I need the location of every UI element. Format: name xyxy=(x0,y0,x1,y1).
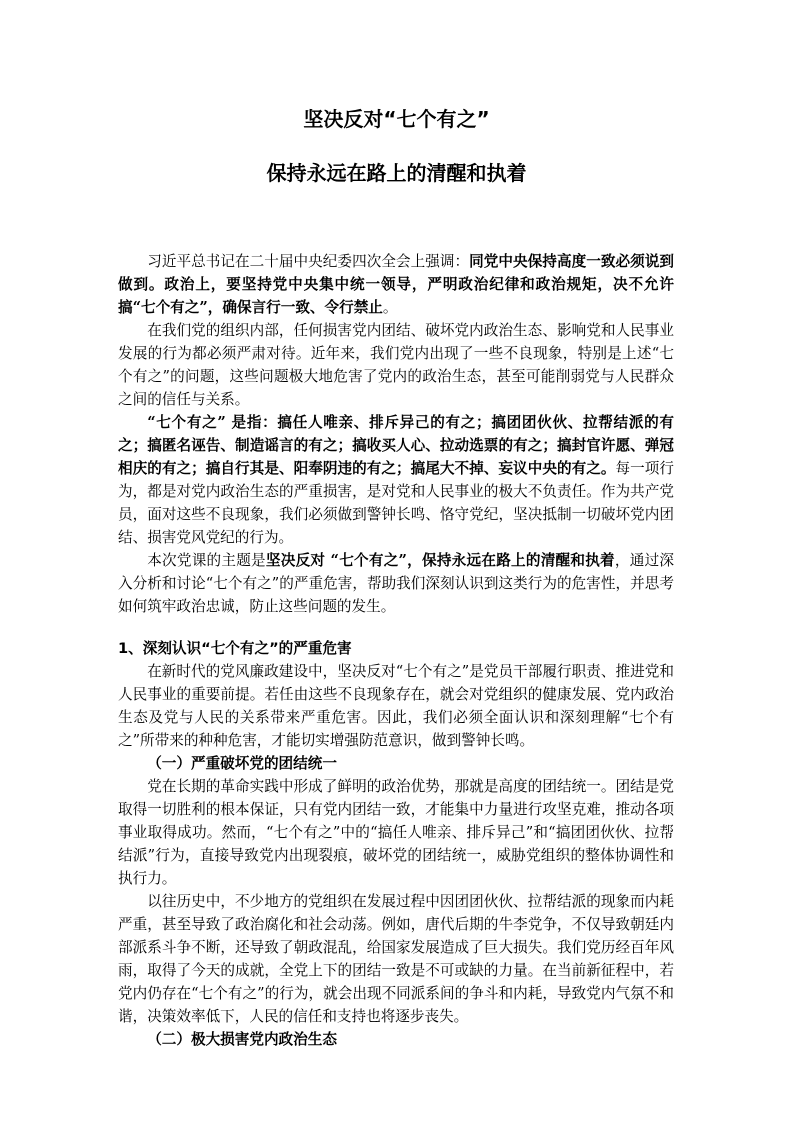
paragraph-3-rest: 每一项行为，都是对党内政治生态的严重损害，是对党和人民事业的极大不负责任。作为共产党员，面对这些不良现象，我们必须做到警钟长鸣、恪守党纪，坚决抵制一切破坏党内团结、损害党风党纪的行为。 xyxy=(118,460,674,546)
subsection-1-heading: （一）严重破坏党的团结统一 xyxy=(147,755,337,772)
subsection-2-heading: （二）极大损害党内政治生态 xyxy=(147,1031,337,1048)
paragraph-4-lead: 本次党课的主题是 xyxy=(147,552,266,569)
document-subtitle: 保持永远在路上的清醒和执着 xyxy=(266,161,527,185)
paragraph-4-rest: ，通过深入分析和讨论“七个有之”的严重危害，帮助我们深刻认识到这类行为的危害性，并思考如何筑牢政治忠诚，防止这些问题的发生。 xyxy=(118,552,674,615)
lesson-theme: 坚决反对 “七个有之”，保持永远在路上的清醒和执着 xyxy=(265,552,615,569)
intro-quote: 同党中央保持高度一致必须说到做到。政治上，要坚持党中央集中统一领导，严明政治纪律和政治规矩，决不允许搞“七个有之”，确保言行一致、令行禁止 xyxy=(118,253,674,316)
section-1-paragraph: 在新时代的党风廉政建设中，坚决反对“七个有之”是党员干部履行职责、推进党和人民事业的重要前提。若任由这些不良现象存在，就会对党组织的健康发展、党内政治生态及党与人民的关系带来严重危害。因此，我们必须全面认识和深刻理解“七个有之”所带来的种种危害，才能切实增强防范意识，做到警钟长鸣。 xyxy=(118,663,674,749)
subsection-1-paragraph-1: 党在长期的革命实践中形成了鲜明的政治优势，那就是高度的团结统一。团结是党取得一切胜利的根本保证，只有党内团结一致，才能集中力量进行攻坚克难，推动各项事业取得成功。然而，“七个有之”中的“搞任人唯亲、排斥异己”和“搞团团伙伙、拉帮结派”行为，直接导致党内出现裂痕，破坏党的团结统一，威胁党组织的整体协调性和执行力。 xyxy=(118,778,674,887)
document-body xyxy=(118,250,674,1051)
section-1-heading: 1、深刻认识“七个有之”的严重危害 xyxy=(118,640,352,657)
intro-lead: 习近平总书记在二十届中央纪委四次全会上强调： xyxy=(147,253,470,270)
intro-paragraph xyxy=(118,250,674,319)
intro-end: 。 xyxy=(382,299,398,316)
paragraph-4 xyxy=(118,549,674,618)
paragraph-2: 在我们党的组织内部，任何损害党内团结、破坏党内政治生态、影响党和人民事业发展的行为都必须严肃对待。近年来，我们党内出现了一些不良现象，特别是上述“七个有之”的问题，这些问题极大地危害了党内的政治生态，甚至可能削弱党与人民群众之间的信任与关系。 xyxy=(118,322,674,408)
paragraph-3 xyxy=(118,411,674,549)
seven-definition: “七个有之” 是指：搞任人唯亲、排斥异己的有之；搞团团伙伙、拉帮结派的有之；搞匿名诬告、制造谣言的有之；搞收买人心、拉动选票的有之；搞封官许愿、弹冠相庆的有之；搞自行其是、阳奉阴违的有之；搞尾大不掉、妄议中央的有之。 xyxy=(118,414,674,477)
document-title: 坚决反对“七个有之” xyxy=(303,107,490,131)
subsection-1-paragraph-2: 以往历史中，不少地方的党组织在发展过程中因团团伙伙、拉帮结派的现象而内耗严重，甚至导致了政治腐化和社会动荡。例如，唐代后期的牛李党争，不仅导致朝廷内部派系斗争不断，还导致了朝政混乱，给国家发展造成了巨大损失。我们党历经百年风雨，取得了今天的成就，全党上下的团结一致是不可或缺的力量。在当前新征程中，若党内仍存在“七个有之”的行为，就会出现不同派系间的争斗和内耗，导致党内气氛不和谐，决策效率低下，人民的信任和支持也将逐步丧失。 xyxy=(118,893,674,1025)
